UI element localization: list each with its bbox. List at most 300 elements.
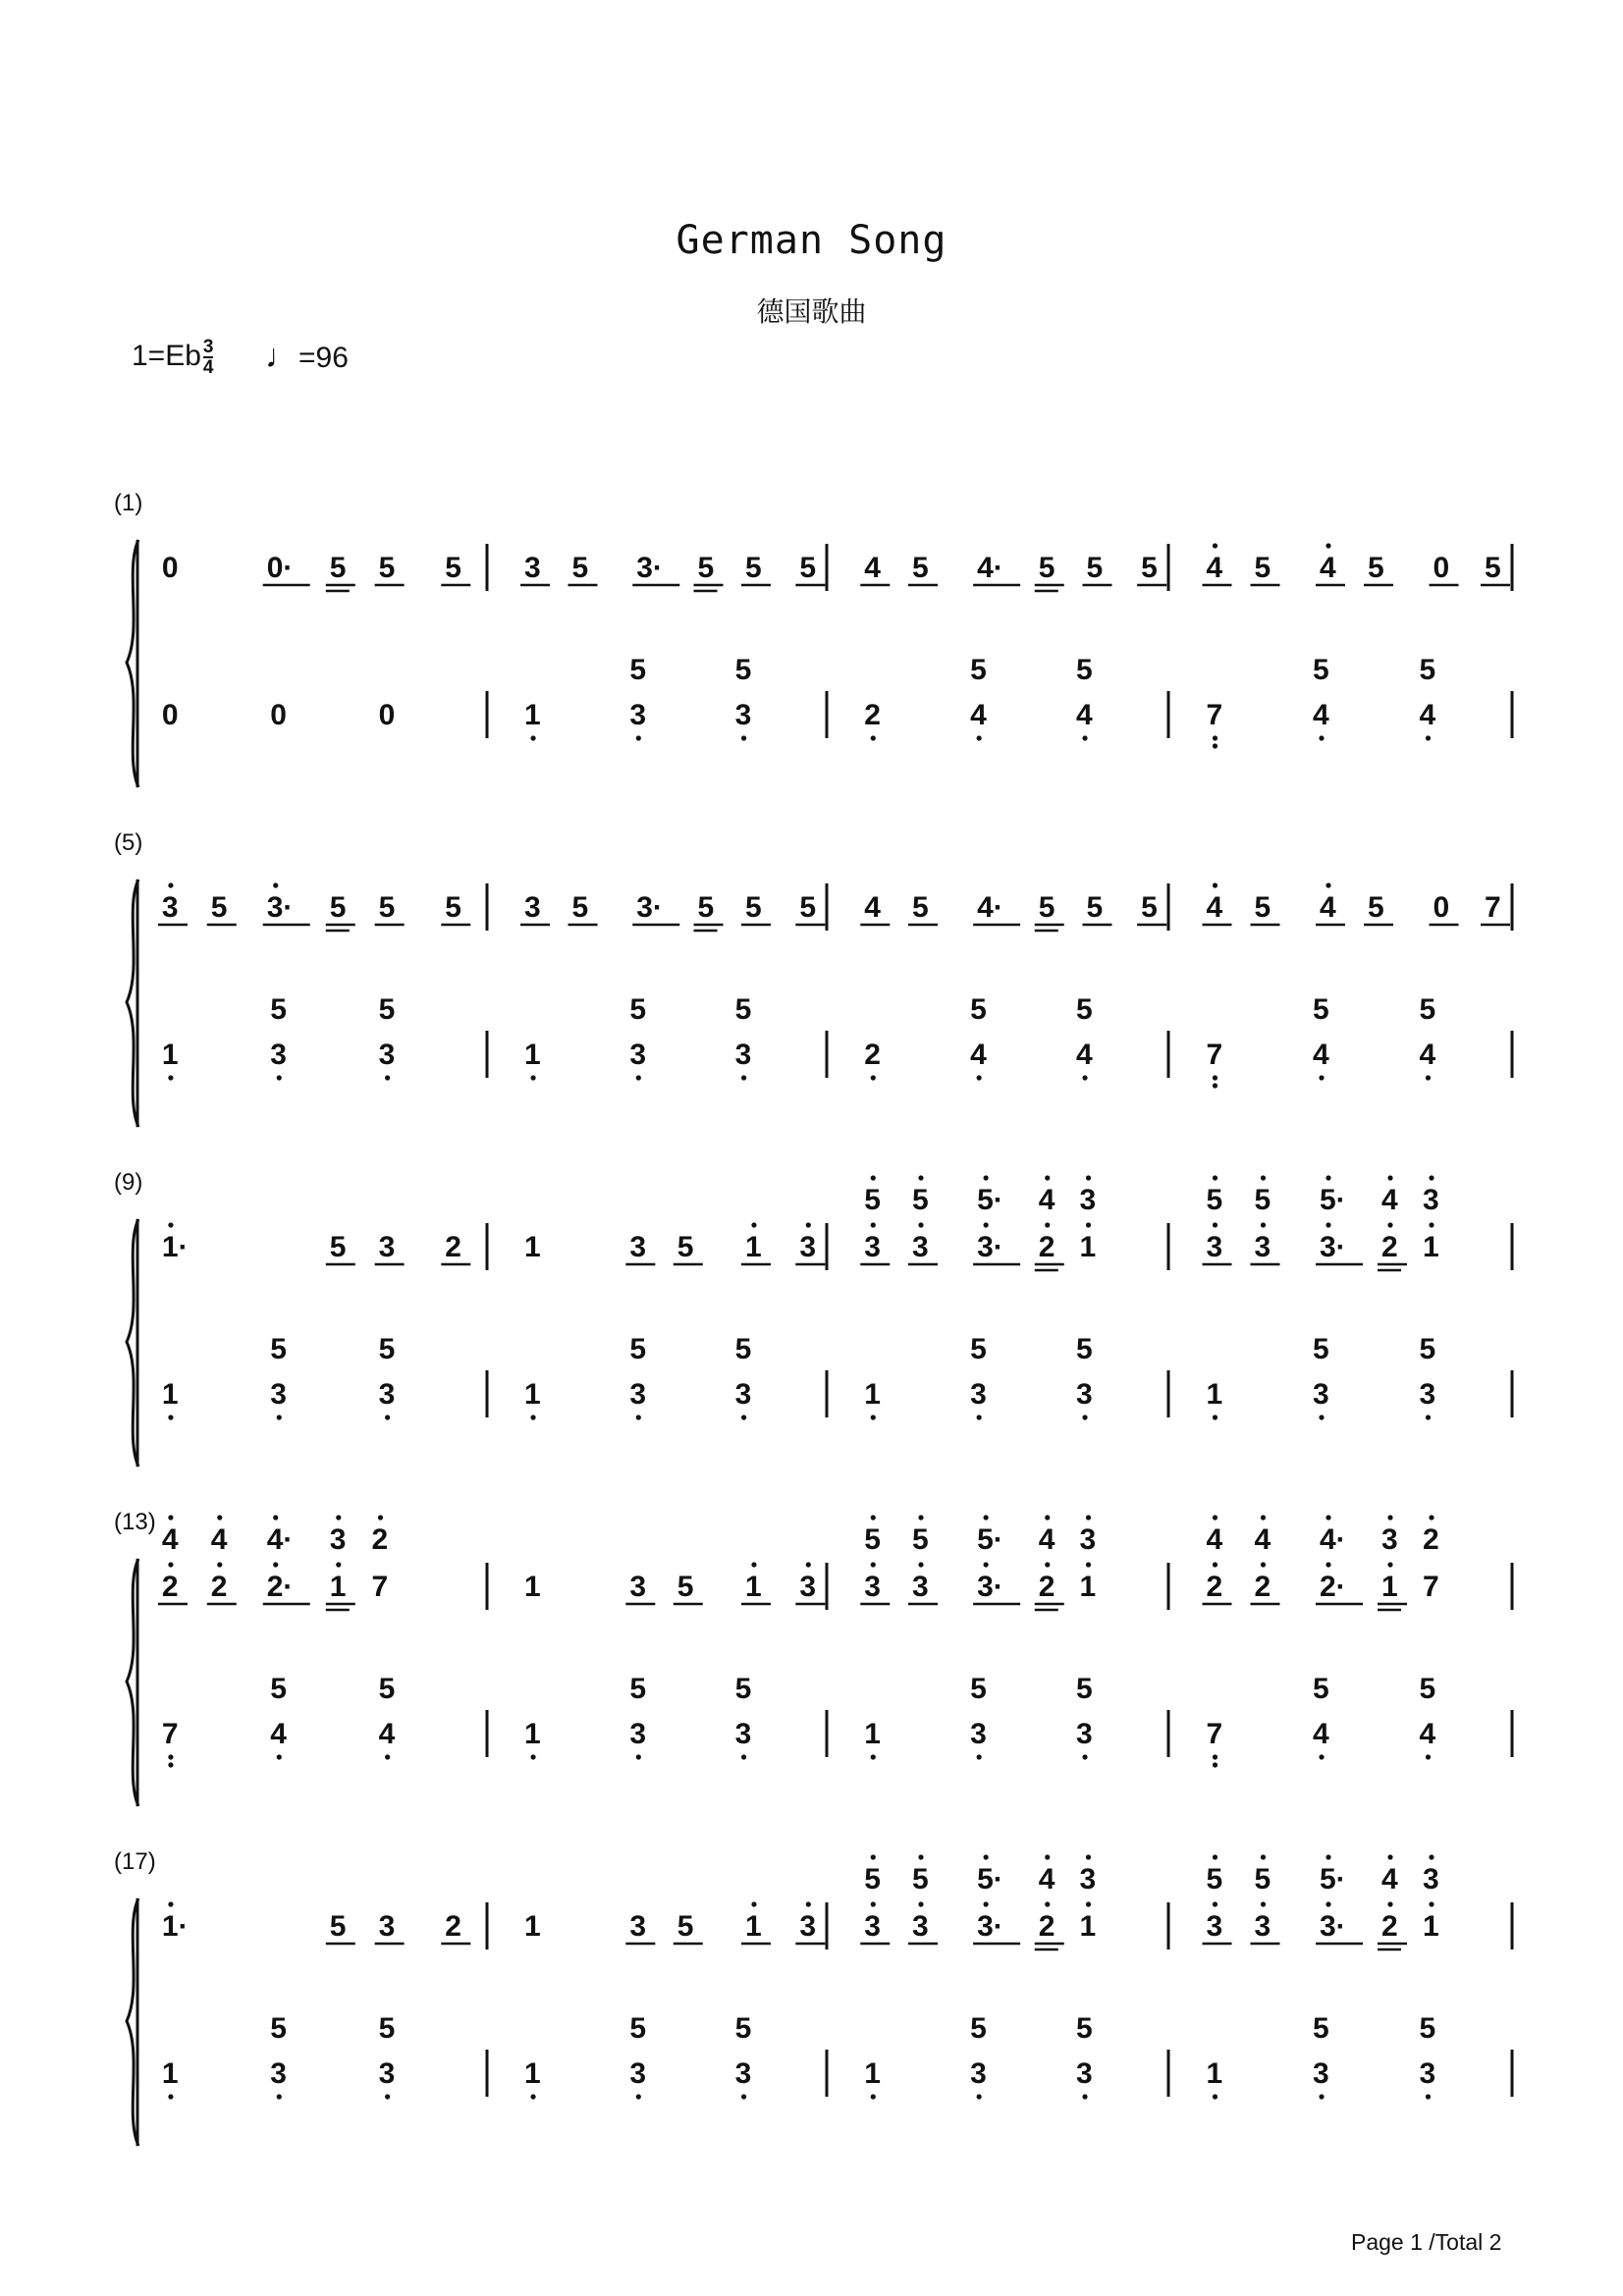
melody-note: 3· bbox=[977, 1571, 1003, 1603]
bass-note: 3 bbox=[378, 1378, 396, 1411]
bass-chord-note: 5 bbox=[270, 993, 287, 1026]
octave-dot bbox=[1325, 1854, 1330, 1859]
melody-note: 1 bbox=[1079, 1231, 1097, 1263]
melody-note: 4 bbox=[1206, 891, 1223, 924]
bass-chord-note: 5 bbox=[629, 1673, 647, 1705]
octave-dot bbox=[1261, 1175, 1266, 1180]
melody-harmony-note: 5· bbox=[977, 1863, 1003, 1896]
octave-dot bbox=[751, 1562, 756, 1567]
melody-note: 5 bbox=[799, 552, 817, 584]
melody-harmony-note: 5 bbox=[912, 1523, 929, 1556]
octave-dot bbox=[1325, 543, 1330, 548]
bass-note: 4 bbox=[1419, 1039, 1436, 1071]
bass-chord-note: 5 bbox=[1076, 1333, 1093, 1365]
octave-dot bbox=[918, 1515, 923, 1520]
octave-dot bbox=[1213, 735, 1217, 740]
melody-note: 3· bbox=[977, 1910, 1003, 1943]
octave-dot bbox=[168, 1562, 173, 1567]
bass-chord-note: 5 bbox=[734, 2012, 752, 2045]
octave-dot bbox=[277, 2094, 282, 2099]
octave-dot bbox=[1213, 1075, 1217, 1080]
melody-harmony-note: 4 bbox=[210, 1523, 228, 1556]
octave-dot bbox=[1429, 1175, 1434, 1180]
bass-note: 3 bbox=[734, 1718, 752, 1750]
bass-chord-note: 5 bbox=[378, 993, 396, 1026]
octave-dot bbox=[1387, 1562, 1392, 1567]
octave-dot bbox=[1387, 1854, 1392, 1859]
bass-note: 2 bbox=[864, 1039, 881, 1071]
melody-harmony-note: 5 bbox=[912, 1184, 929, 1216]
octave-dot bbox=[1429, 1515, 1434, 1520]
octave-dot bbox=[1213, 1762, 1217, 1767]
octave-dot bbox=[741, 1754, 746, 1759]
melody-note: 5 bbox=[378, 552, 396, 584]
octave-dot bbox=[385, 2094, 390, 2099]
measure-number: (9) bbox=[114, 1169, 143, 1196]
bass-note: 3 bbox=[1313, 1378, 1329, 1411]
melody-note: 4 bbox=[1206, 552, 1223, 584]
bass-note: 3 bbox=[629, 2057, 647, 2090]
melody-harmony-note: 5 bbox=[864, 1523, 881, 1556]
octave-dot bbox=[741, 2094, 746, 2099]
melody-note: 3 bbox=[629, 1231, 647, 1263]
bass-note: 3 bbox=[270, 1039, 287, 1071]
octave-dot bbox=[1086, 1515, 1091, 1520]
bass-chord-note: 5 bbox=[1313, 993, 1329, 1026]
octave-dot bbox=[636, 1754, 641, 1759]
octave-dot bbox=[1325, 1515, 1330, 1520]
melody-note: 1 bbox=[1423, 1231, 1439, 1263]
melody-note: 3 bbox=[524, 891, 541, 924]
melody-note: 7 bbox=[1423, 1571, 1439, 1603]
melody-note: 1· bbox=[161, 1910, 189, 1943]
melody-harmony-note: 4 bbox=[1254, 1523, 1271, 1556]
octave-dot bbox=[1325, 882, 1330, 887]
bass-note: 4 bbox=[1076, 1039, 1093, 1071]
bass-note: 3 bbox=[1076, 1378, 1093, 1411]
octave-dot bbox=[1426, 2094, 1431, 2099]
melody-harmony-note: 3 bbox=[1079, 1863, 1097, 1896]
melody-harmony-note: 2 bbox=[1423, 1523, 1439, 1556]
octave-dot bbox=[806, 1901, 811, 1906]
bass-note: 3 bbox=[734, 2057, 752, 2090]
octave-dot bbox=[1426, 735, 1431, 740]
octave-dot bbox=[871, 1854, 876, 1859]
bass-chord-note: 5 bbox=[1313, 1333, 1329, 1365]
bass-note: 3 bbox=[1076, 2057, 1093, 2090]
octave-dot bbox=[1086, 1854, 1091, 1859]
bass-note: 3 bbox=[629, 1039, 647, 1071]
octave-dot bbox=[1261, 1562, 1266, 1567]
octave-dot bbox=[636, 1415, 641, 1419]
melody-harmony-note: 3 bbox=[329, 1523, 347, 1556]
octave-dot bbox=[1213, 1854, 1217, 1859]
bass-chord-note: 5 bbox=[734, 1673, 752, 1705]
octave-dot bbox=[336, 1515, 341, 1520]
melody-note: 5 bbox=[329, 1231, 347, 1263]
melody-note: 2 bbox=[1254, 1571, 1271, 1603]
melody-note: 4· bbox=[977, 891, 1003, 924]
bass-chord-note: 5 bbox=[378, 1333, 396, 1365]
octave-dot bbox=[984, 1901, 989, 1906]
melody-note: 1 bbox=[524, 1910, 541, 1943]
bass-chord-note: 5 bbox=[970, 1333, 987, 1365]
melody-note: 5 bbox=[676, 1231, 694, 1263]
bass-note: 3 bbox=[270, 2057, 287, 2090]
octave-dot bbox=[1213, 882, 1217, 887]
octave-dot bbox=[1319, 1754, 1324, 1759]
melody-note: 5 bbox=[445, 552, 461, 584]
octave-dot bbox=[1319, 1415, 1324, 1419]
bass-chord-note: 5 bbox=[970, 993, 987, 1026]
octave-dot bbox=[1213, 1415, 1217, 1419]
score-title: German Song bbox=[676, 218, 947, 263]
melody-note: 0 bbox=[1433, 552, 1450, 584]
bass-chord-note: 5 bbox=[1076, 2012, 1093, 2045]
octave-dot bbox=[168, 1515, 173, 1520]
melody-note: 5 bbox=[1086, 552, 1104, 584]
octave-dot bbox=[277, 1415, 282, 1419]
melody-note: 3· bbox=[636, 891, 663, 924]
octave-dot bbox=[1045, 1901, 1050, 1906]
octave-dot bbox=[977, 1754, 982, 1759]
bass-note: 4 bbox=[1419, 1718, 1436, 1750]
melody-note: 1 bbox=[744, 1910, 762, 1943]
melody-harmony-note: 5 bbox=[1254, 1863, 1271, 1896]
octave-dot bbox=[871, 1562, 876, 1567]
melody-note: 5 bbox=[329, 552, 347, 584]
octave-dot bbox=[741, 1415, 746, 1419]
melody-note: 3 bbox=[378, 1910, 396, 1943]
octave-dot bbox=[806, 1222, 811, 1227]
melody-note: 2· bbox=[266, 1571, 294, 1603]
octave-dot bbox=[1319, 735, 1324, 740]
octave-dot bbox=[636, 1075, 641, 1080]
octave-dot bbox=[1426, 1754, 1431, 1759]
bass-note: 4 bbox=[1313, 1039, 1329, 1071]
page-indicator: Page 1 /Total 2 bbox=[1351, 2229, 1502, 2255]
melody-note: 3 bbox=[629, 1571, 647, 1603]
bass-chord-note: 5 bbox=[270, 2012, 287, 2045]
melody-note: 2 bbox=[1381, 1910, 1398, 1943]
bass-chord-note: 5 bbox=[970, 1673, 987, 1705]
octave-dot bbox=[168, 1222, 173, 1227]
melody-note: 3 bbox=[1206, 1910, 1223, 1943]
bass-note: 3 bbox=[970, 2057, 987, 2090]
octave-dot bbox=[217, 1515, 222, 1520]
octave-dot bbox=[871, 1515, 876, 1520]
melody-note: 3 bbox=[378, 1231, 396, 1263]
melody-harmony-note: 3 bbox=[1423, 1184, 1439, 1216]
octave-dot bbox=[168, 1075, 173, 1080]
melody-note: 7 bbox=[1485, 891, 1501, 924]
octave-dot bbox=[1086, 1175, 1091, 1180]
measure-number: (17) bbox=[114, 1848, 156, 1875]
melody-harmony-note: 4· bbox=[266, 1523, 294, 1556]
bass-note: 3 bbox=[734, 1039, 752, 1071]
octave-dot bbox=[1387, 1175, 1392, 1180]
melody-note: 2 bbox=[1038, 1231, 1055, 1263]
bass-note: 4 bbox=[1313, 1718, 1329, 1750]
melody-note: 5 bbox=[1086, 891, 1104, 924]
melody-note: 2 bbox=[210, 1571, 228, 1603]
octave-dot bbox=[1086, 1901, 1091, 1906]
melody-note: 2 bbox=[1206, 1571, 1223, 1603]
bass-chord-note: 5 bbox=[1313, 2012, 1329, 2045]
octave-dot bbox=[1213, 2094, 1217, 2099]
bass-chord-note: 5 bbox=[270, 1333, 287, 1365]
bass-chord-note: 5 bbox=[629, 1333, 647, 1365]
melody-note: 3· bbox=[636, 552, 663, 584]
octave-dot bbox=[977, 1075, 982, 1080]
measure-number: (5) bbox=[114, 829, 143, 856]
measure-number: (13) bbox=[114, 1509, 156, 1535]
bass-chord-note: 5 bbox=[734, 1333, 752, 1365]
melody-note: 5 bbox=[210, 891, 228, 924]
octave-dot bbox=[918, 1901, 923, 1906]
time-numerator: 3 bbox=[202, 337, 214, 357]
melody-note: 0 bbox=[1433, 891, 1450, 924]
bass-note: 7 bbox=[161, 1718, 179, 1750]
bass-note: 1 bbox=[161, 1039, 179, 1071]
bass-note: 4 bbox=[1076, 699, 1093, 731]
melody-note: 2 bbox=[1038, 1910, 1055, 1943]
octave-dot bbox=[273, 1562, 278, 1567]
tempo-value: =96 bbox=[298, 342, 349, 374]
melody-note: 0· bbox=[266, 552, 294, 584]
octave-dot bbox=[751, 1901, 756, 1906]
melody-note: 2 bbox=[445, 1910, 461, 1943]
melody-note: 5 bbox=[571, 552, 589, 584]
bass-chord-note: 5 bbox=[629, 654, 647, 686]
bass-note: 7 bbox=[1206, 1718, 1223, 1750]
melody-harmony-note: 5 bbox=[1254, 1184, 1271, 1216]
bass-note: 1 bbox=[161, 1378, 179, 1411]
melody-note: 2 bbox=[1381, 1231, 1398, 1263]
bass-chord-note: 5 bbox=[734, 654, 752, 686]
melody-harmony-note: 2 bbox=[371, 1523, 389, 1556]
melody-note: 5 bbox=[1368, 552, 1384, 584]
melody-note: 4 bbox=[864, 552, 881, 584]
melody-note: 1 bbox=[524, 1231, 541, 1263]
melody-note: 3 bbox=[799, 1910, 817, 1943]
bass-note: 1 bbox=[524, 1718, 541, 1750]
octave-dot bbox=[1082, 735, 1087, 740]
octave-dot bbox=[1429, 1222, 1434, 1227]
octave-dot bbox=[1325, 1562, 1330, 1567]
melody-note: 5 bbox=[697, 552, 715, 584]
octave-dot bbox=[1319, 1075, 1324, 1080]
melody-note: 4· bbox=[977, 552, 1003, 584]
octave-dot bbox=[871, 2094, 876, 2099]
octave-dot bbox=[1213, 543, 1217, 548]
bass-note: 1 bbox=[524, 1039, 541, 1071]
melody-note: 5 bbox=[676, 1571, 694, 1603]
melody-note: 5 bbox=[912, 552, 929, 584]
bass-chord-note: 5 bbox=[1313, 1673, 1329, 1705]
octave-dot bbox=[1082, 1415, 1087, 1419]
bass-chord-note: 5 bbox=[1313, 654, 1329, 686]
octave-dot bbox=[1387, 1222, 1392, 1227]
octave-dot bbox=[1082, 1075, 1087, 1080]
bass-note: 3 bbox=[734, 699, 752, 731]
octave-dot bbox=[1387, 1515, 1392, 1520]
melody-note: 3 bbox=[1206, 1231, 1223, 1263]
bass-note: 1 bbox=[864, 1718, 881, 1750]
melody-note: 5 bbox=[329, 891, 347, 924]
bass-chord-note: 5 bbox=[629, 993, 647, 1026]
octave-dot bbox=[741, 735, 746, 740]
octave-dot bbox=[871, 1901, 876, 1906]
octave-dot bbox=[1213, 1222, 1217, 1227]
bass-note: 4 bbox=[378, 1718, 396, 1750]
bass-note: 3 bbox=[970, 1378, 987, 1411]
octave-dot bbox=[984, 1562, 989, 1567]
melody-note: 5 bbox=[799, 891, 817, 924]
melody-note: 5 bbox=[445, 891, 461, 924]
melody-note: 3 bbox=[524, 552, 541, 584]
octave-dot bbox=[385, 1754, 390, 1759]
octave-dot bbox=[871, 1075, 876, 1080]
melody-note: 1 bbox=[744, 1231, 762, 1263]
melody-note: 7 bbox=[371, 1571, 389, 1603]
bass-note: 1 bbox=[524, 1378, 541, 1411]
bass-note: 3 bbox=[970, 1718, 987, 1750]
octave-dot bbox=[1213, 1562, 1217, 1567]
bass-note: 3 bbox=[1419, 2057, 1436, 2090]
bass-chord-note: 5 bbox=[378, 1673, 396, 1705]
bass-note: 3 bbox=[1076, 1718, 1093, 1750]
melody-note: 5 bbox=[912, 891, 929, 924]
melody-note: 1 bbox=[1079, 1571, 1097, 1603]
melody-harmony-note: 4 bbox=[1381, 1184, 1398, 1216]
octave-dot bbox=[1082, 2094, 1087, 2099]
bass-chord-note: 5 bbox=[1419, 1673, 1436, 1705]
octave-dot bbox=[385, 1075, 390, 1080]
bass-note: 4 bbox=[1313, 699, 1329, 731]
melody-note: 1 bbox=[1381, 1571, 1398, 1603]
bass-chord-note: 5 bbox=[970, 654, 987, 686]
bass-note: 4 bbox=[970, 1039, 987, 1071]
bass-note: 4 bbox=[1419, 699, 1436, 731]
bass-note: 1 bbox=[864, 1378, 881, 1411]
octave-dot bbox=[871, 1754, 876, 1759]
octave-dot bbox=[530, 1075, 535, 1080]
octave-dot bbox=[336, 1562, 341, 1567]
octave-dot bbox=[1045, 1175, 1050, 1180]
melody-harmony-note: 5· bbox=[977, 1184, 1003, 1216]
melody-note: 3· bbox=[977, 1231, 1003, 1263]
octave-dot bbox=[871, 1175, 876, 1180]
melody-note: 5 bbox=[697, 891, 715, 924]
melody-note: 5 bbox=[1141, 552, 1158, 584]
octave-dot bbox=[984, 1175, 989, 1180]
octave-dot bbox=[168, 1754, 173, 1759]
octave-dot bbox=[1045, 1222, 1050, 1227]
octave-dot bbox=[1213, 1175, 1217, 1180]
melody-harmony-note: 3 bbox=[1079, 1523, 1097, 1556]
bass-chord-note: 5 bbox=[970, 2012, 987, 2045]
melody-harmony-note: 4 bbox=[1206, 1523, 1223, 1556]
melody-note: 4 bbox=[864, 891, 881, 924]
melody-harmony-note: 3 bbox=[1079, 1184, 1097, 1216]
octave-dot bbox=[984, 1222, 989, 1227]
quarter-note-icon: ♩ bbox=[265, 338, 298, 375]
octave-dot bbox=[871, 1222, 876, 1227]
octave-dot bbox=[1261, 1222, 1266, 1227]
melody-note: 3 bbox=[1254, 1910, 1271, 1943]
melody-note: 5 bbox=[1038, 552, 1055, 584]
bass-note: 1 bbox=[161, 2057, 179, 2090]
octave-dot bbox=[1325, 1175, 1330, 1180]
bass-chord-note: 5 bbox=[629, 2012, 647, 2045]
octave-dot bbox=[1325, 1222, 1330, 1227]
bass-note: 1 bbox=[524, 2057, 541, 2090]
melody-note: 1 bbox=[329, 1571, 347, 1603]
melody-harmony-note: 3 bbox=[1423, 1863, 1439, 1896]
melody-note: 3 bbox=[161, 891, 179, 924]
melody-note: 5 bbox=[571, 891, 589, 924]
melody-note: 5 bbox=[1038, 891, 1055, 924]
bass-chord-note: 5 bbox=[1419, 1333, 1436, 1365]
melody-note: 5 bbox=[1485, 552, 1501, 584]
melody-note: 0 bbox=[161, 552, 179, 584]
melody-harmony-note: 5 bbox=[864, 1184, 881, 1216]
bass-note: 1 bbox=[1206, 2057, 1223, 2090]
melody-note: 4 bbox=[1320, 552, 1336, 584]
melody-note: 2 bbox=[1038, 1571, 1055, 1603]
octave-dot bbox=[1261, 1901, 1266, 1906]
melody-note: 5 bbox=[378, 891, 396, 924]
octave-dot bbox=[1261, 1854, 1266, 1859]
melody-note: 1 bbox=[1423, 1910, 1439, 1943]
melody-harmony-note: 4 bbox=[1038, 1523, 1055, 1556]
octave-dot bbox=[977, 1415, 982, 1419]
octave-dot bbox=[918, 1175, 923, 1180]
octave-dot bbox=[1387, 1901, 1392, 1906]
melody-note: 3 bbox=[912, 1910, 929, 1943]
bass-note: 1 bbox=[524, 699, 541, 731]
octave-dot bbox=[1261, 1515, 1266, 1520]
octave-dot bbox=[217, 1562, 222, 1567]
octave-dot bbox=[918, 1562, 923, 1567]
octave-dot bbox=[1426, 1415, 1431, 1419]
melody-note: 3 bbox=[864, 1231, 881, 1263]
bass-chord-note: 5 bbox=[378, 2012, 396, 2045]
bass-note: 3 bbox=[378, 2057, 396, 2090]
octave-dot bbox=[1213, 1515, 1217, 1520]
octave-dot bbox=[1086, 1222, 1091, 1227]
octave-dot bbox=[1082, 1754, 1087, 1759]
bass-note: 3 bbox=[378, 1039, 396, 1071]
bass-note: 3 bbox=[629, 1718, 647, 1750]
melody-harmony-note: 5 bbox=[1206, 1184, 1223, 1216]
melody-note: 5 bbox=[744, 552, 762, 584]
melody-note: 2 bbox=[445, 1231, 461, 1263]
melody-note: 5 bbox=[1254, 552, 1271, 584]
octave-dot bbox=[1429, 1901, 1434, 1906]
melody-note: 4 bbox=[1320, 891, 1336, 924]
melody-note: 5 bbox=[1141, 891, 1158, 924]
melody-note: 3· bbox=[1320, 1231, 1346, 1263]
melody-note: 3 bbox=[1254, 1231, 1271, 1263]
melody-note: 5 bbox=[676, 1910, 694, 1943]
bass-chord-note: 5 bbox=[1419, 993, 1436, 1026]
octave-dot bbox=[1325, 1901, 1330, 1906]
octave-dot bbox=[741, 1075, 746, 1080]
melody-note: 3 bbox=[629, 1910, 647, 1943]
bass-note: 4 bbox=[970, 699, 987, 731]
